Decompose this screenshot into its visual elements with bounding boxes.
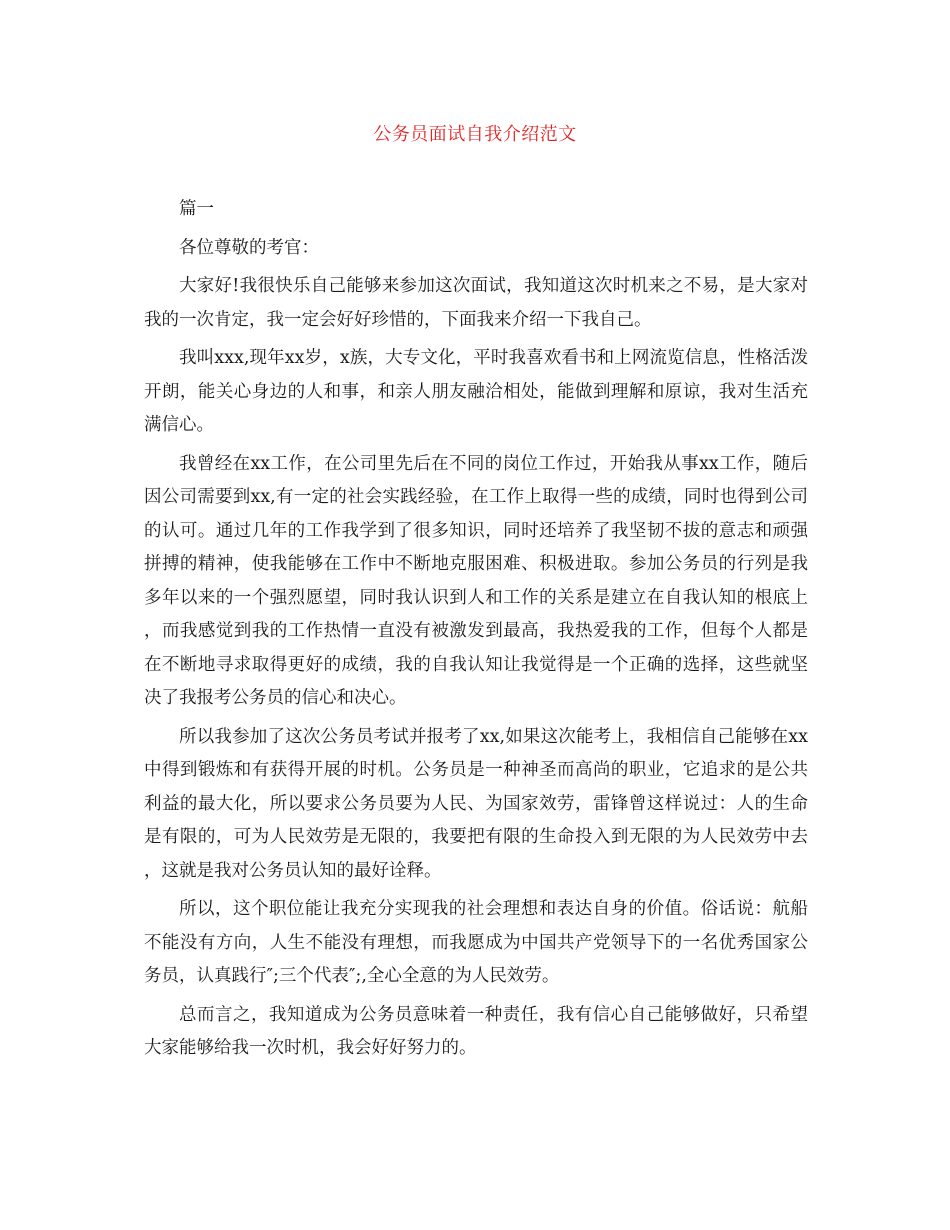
section-heading: 篇一 [179, 199, 214, 219]
paragraph: 我曾经在xx工作，在公司里先后在不同的岗位工作过，开始我从事xx工作，随后因公司需要到xx,有一定的社会实践经验，在工作上取得一些的成绩，同时也得到公司的认可。通过几年的工作我学到了很多知识，同时还培养了我坚韧不拔的意志和顽强拼搏的精神，使我能够在工作中不断地克服困难、积极进取。参加公务员的行列是我多年以来的一个强烈愿望，同时我认识到人和工作的关系是建立在自我认知的根底上，而我感觉到我的工作热情一直没有被激发到最高，我热爱我的工作，但每个人都是在不断地寻求取得更好的成绩，我的自我认知让我觉得是一个正确的选择，这些就坚决了我报考公务员的信心和决心。 [144, 453, 808, 708]
salutation: 各位尊敬的考官： [179, 237, 319, 258]
document-title: 公务员面试自我介绍范文 [373, 124, 577, 145]
paragraph: 所以，这个职位能让我充分实现我的社会理想和表达自身的价值。俗话说：航船不能没有方向，人生不能没有理想，而我愿成为中国共产党领导下的一名优秀国家公务员，认真践行″;三个代表″;,全心全意的为人民效劳。 [144, 899, 808, 986]
paragraph: 我叫xxx,现年xx岁，x族，大专文化，平时我喜欢看书和上网流览信息，性格活泼开朗，能关心身边的人和事，和亲人朋友融洽相处，能做到理解和原谅，我对生活充满信心。 [144, 348, 808, 435]
paragraph: 所以我参加了这次公务员考试并报考了xx,如果这次能考上，我相信自己能够在xx中得到锻炼和有获得开展的时机。公务员是一种神圣而高尚的职业，它追求的是公共利益的最大化，所以要求公务员要为人民、为国家效劳，雷锋曾这样说过：人的生命是有限的，可为人民效劳是无限的，我要把有限的生命投入到无限的为人民效劳中去，这就是我对公务员认知的最好诠释。 [144, 726, 808, 881]
document-body [144, 193, 808, 1066]
paragraph: 总而言之，我知道成为公务员意味着一种责任，我有信心自己能够做好，只希望大家能够给我一次时机，我会好好努力的。 [144, 1004, 808, 1058]
paragraph: 大家好!我很快乐自己能够来参加这次面试，我知道这次时机来之不易，是大家对我的一次肯定，我一定会好好珍惜的，下面我来介绍一下我自己。 [144, 276, 808, 330]
